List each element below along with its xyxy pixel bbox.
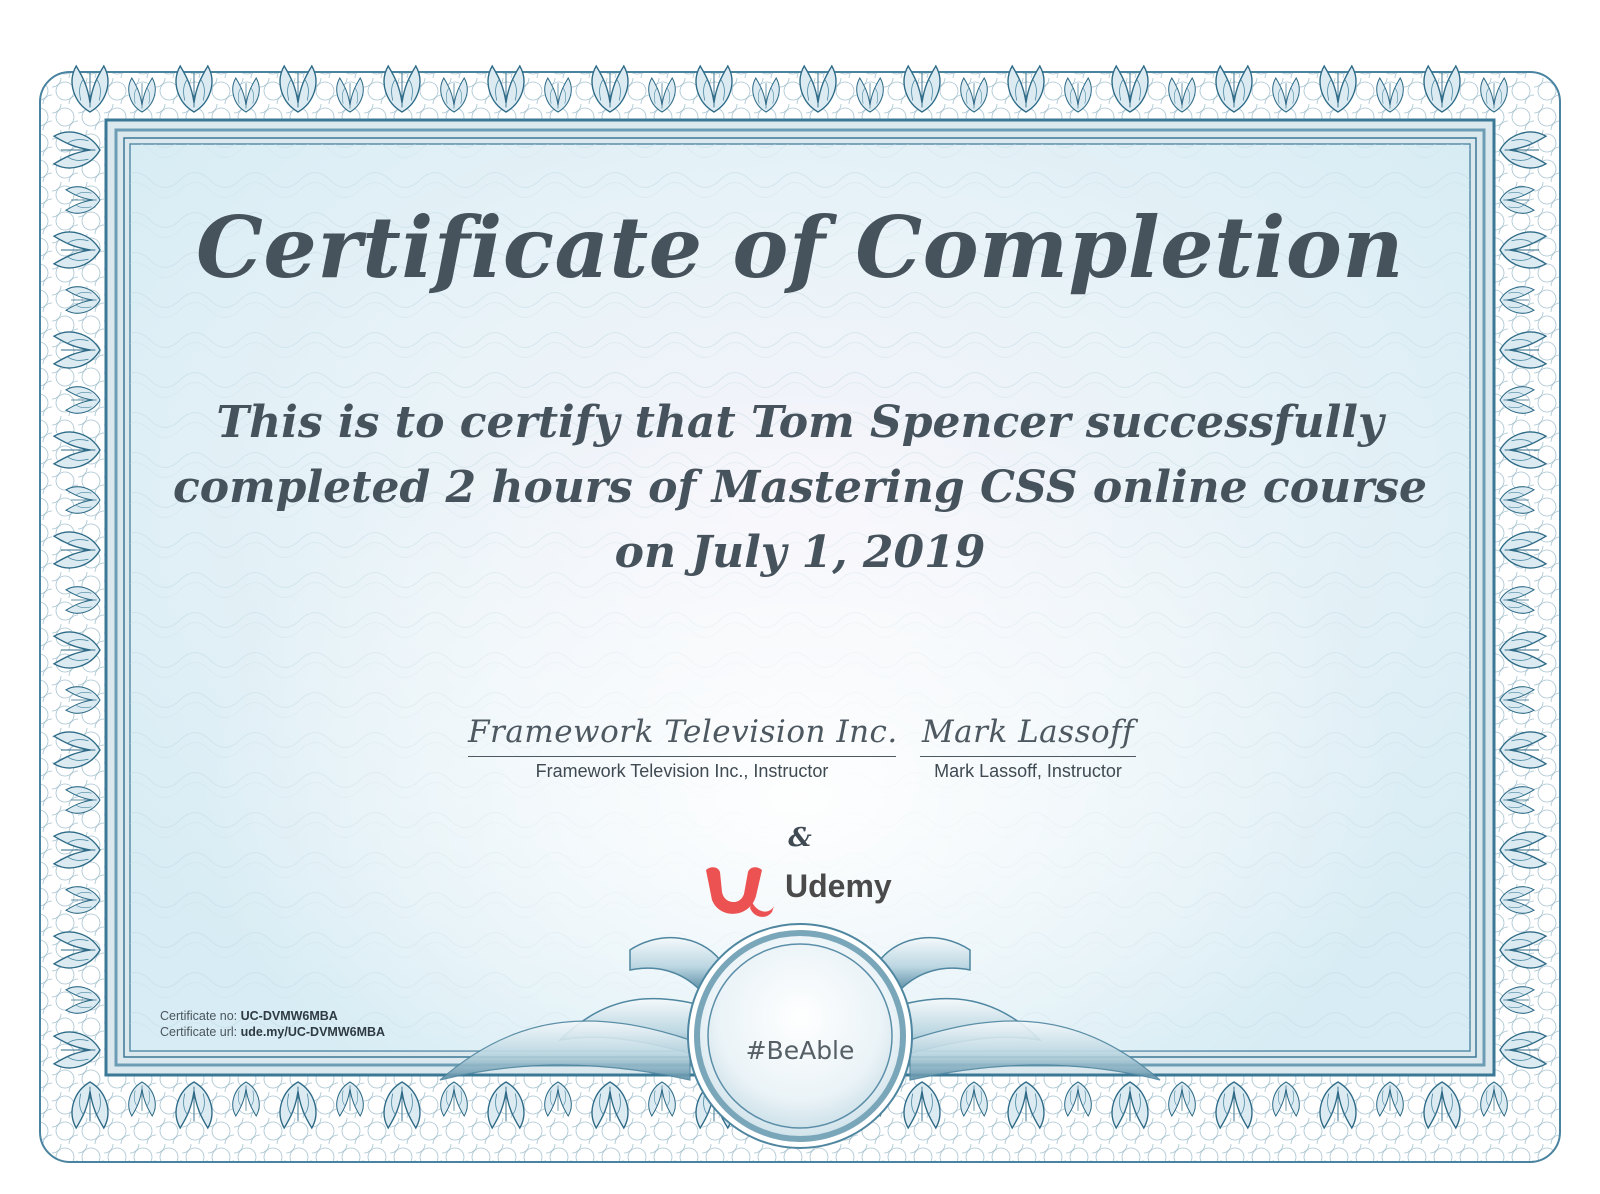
certificate-number-row [160, 1008, 385, 1024]
signature-framework-television: Framework Television Inc. [468, 714, 898, 750]
signature-block-mark-lassoff [920, 710, 1136, 782]
statement-line-2: completed 2 hours of Mastering CSS online course [172, 462, 1428, 513]
signature-block-framework [468, 710, 896, 782]
signature-caption-framework: Framework Television Inc., Instructor [535, 761, 829, 781]
ampersand: & [788, 823, 812, 853]
seal-hashtag: #BeAble [745, 1036, 855, 1065]
certificate-number-label: Certificate no: [160, 1009, 238, 1023]
certificate-statement [140, 390, 1460, 585]
statement-line-1: This is to certify that Tom Spencer successfully [216, 397, 1384, 448]
signature-line [920, 756, 1136, 757]
certificate-title: Certificate of Completion [196, 198, 1404, 297]
statement-line-3: on July 1, 2019 [614, 527, 986, 578]
certificate-url-row [160, 1024, 385, 1040]
certificate-url-value[interactable]: ude.my/UC-DVMW6MBA [240, 1025, 386, 1039]
signature-caption-mark-lassoff: Mark Lassoff, Instructor [934, 761, 1122, 781]
udemy-logo-text: Udemy [785, 868, 892, 904]
signature-line [468, 756, 896, 757]
certificate-info [160, 1008, 385, 1040]
certificate-url-label: Certificate url: [160, 1025, 238, 1039]
udemy-u-icon [700, 862, 778, 918]
certificate-number-value: UC-DVMW6MBA [240, 1009, 338, 1023]
signature-mark-lassoff: Mark Lassoff [921, 714, 1135, 750]
